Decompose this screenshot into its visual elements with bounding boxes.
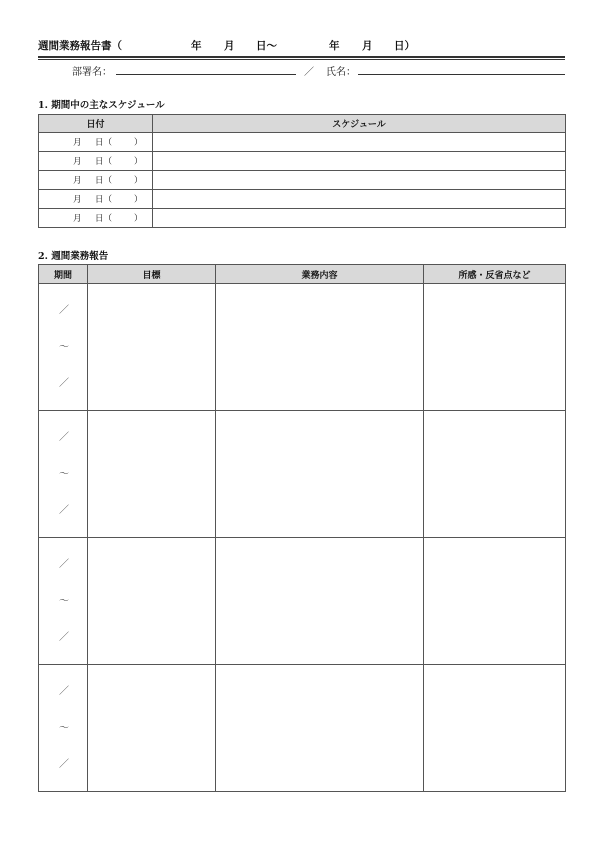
weekday-close: ） — [134, 138, 143, 148]
table-row — [39, 538, 566, 665]
month-label: 月 — [73, 138, 82, 148]
period-start-slash: ／ — [59, 559, 69, 570]
department-label: 部署名： — [72, 67, 112, 78]
date-cell[interactable] — [39, 152, 153, 171]
table-row — [39, 411, 566, 538]
name-field[interactable] — [358, 74, 565, 75]
month-label: 月 — [73, 195, 82, 205]
reflection-cell[interactable] — [424, 665, 566, 792]
to-day-label: 日） — [394, 40, 415, 52]
period-tilde: 〜 — [59, 596, 69, 607]
goal-cell[interactable] — [88, 284, 216, 411]
schedule-section-title: 1. 期間中の主なスケジュール — [38, 100, 165, 111]
work-cell[interactable] — [216, 284, 424, 411]
from-day-label: 日〜 — [256, 40, 277, 52]
period-end-slash: ／ — [59, 759, 69, 770]
period-start-slash: ／ — [59, 305, 69, 316]
weekday-close: ） — [134, 157, 143, 167]
weekday-close: ） — [134, 176, 143, 186]
month-label: 月 — [73, 157, 82, 167]
info-row — [38, 63, 565, 77]
to-month-label: 月 — [362, 40, 373, 52]
work-cell[interactable] — [216, 665, 424, 792]
table-row — [39, 133, 566, 152]
period-cell[interactable] — [39, 665, 88, 792]
goal-column-header: 目標 — [88, 265, 216, 284]
schedule-cell[interactable] — [153, 171, 566, 190]
period-cell[interactable] — [39, 411, 88, 538]
date-cell[interactable] — [39, 209, 153, 228]
table-row — [39, 209, 566, 228]
goal-cell[interactable] — [88, 665, 216, 792]
period-start-slash: ／ — [59, 432, 69, 443]
document-title: 週間業務報告書（ — [38, 40, 122, 52]
day-label: 日（ — [95, 157, 113, 167]
reflection-cell[interactable] — [424, 284, 566, 411]
goal-cell[interactable] — [88, 538, 216, 665]
table-row — [39, 152, 566, 171]
department-field[interactable] — [116, 74, 296, 75]
table-row — [39, 171, 566, 190]
month-label: 月 — [73, 214, 82, 224]
report-header-row — [39, 265, 566, 284]
date-cell[interactable] — [39, 171, 153, 190]
day-label: 日（ — [95, 176, 113, 186]
work-column-header: 業務内容 — [216, 265, 424, 284]
day-label: 日（ — [95, 138, 113, 148]
name-label: 氏名： — [326, 67, 356, 78]
period-end-slash: ／ — [59, 505, 69, 516]
period-cell[interactable] — [39, 284, 88, 411]
date-column-header: 日付 — [39, 115, 153, 133]
period-end-slash: ／ — [59, 378, 69, 389]
date-cell[interactable] — [39, 133, 153, 152]
table-row — [39, 665, 566, 792]
document-title-row — [38, 38, 565, 54]
weekday-close: ） — [134, 214, 143, 224]
work-cell[interactable] — [216, 411, 424, 538]
date-cell[interactable] — [39, 190, 153, 209]
schedule-cell[interactable] — [153, 190, 566, 209]
reflection-column-header: 所感・反省点など — [424, 265, 566, 284]
period-column-header: 期間 — [39, 265, 88, 284]
schedule-column-header: スケジュール — [153, 115, 566, 133]
schedule-cell[interactable] — [153, 152, 566, 171]
period-tilde: 〜 — [59, 723, 69, 734]
schedule-cell[interactable] — [153, 133, 566, 152]
day-label: 日（ — [95, 195, 113, 205]
work-cell[interactable] — [216, 538, 424, 665]
reflection-cell[interactable] — [424, 411, 566, 538]
title-divider — [38, 56, 565, 60]
period-tilde: 〜 — [59, 342, 69, 353]
table-row — [39, 190, 566, 209]
day-label: 日（ — [95, 214, 113, 224]
from-month-label: 月 — [224, 40, 235, 52]
period-end-slash: ／ — [59, 632, 69, 643]
table-row — [39, 284, 566, 411]
schedule-header-row — [39, 115, 566, 133]
schedule-cell[interactable] — [153, 209, 566, 228]
period-start-slash: ／ — [59, 686, 69, 697]
to-year-label: 年 — [329, 40, 340, 52]
reflection-cell[interactable] — [424, 538, 566, 665]
schedule-table — [38, 114, 566, 228]
period-cell[interactable] — [39, 538, 88, 665]
report-section-title: 2. 週間業務報告 — [38, 251, 109, 262]
weekly-report-table — [38, 264, 566, 792]
weekday-close: ） — [134, 195, 143, 205]
from-year-label: 年 — [191, 40, 202, 52]
period-tilde: 〜 — [59, 469, 69, 480]
month-label: 月 — [73, 176, 82, 186]
info-separator: ／ — [304, 67, 314, 78]
goal-cell[interactable] — [88, 411, 216, 538]
